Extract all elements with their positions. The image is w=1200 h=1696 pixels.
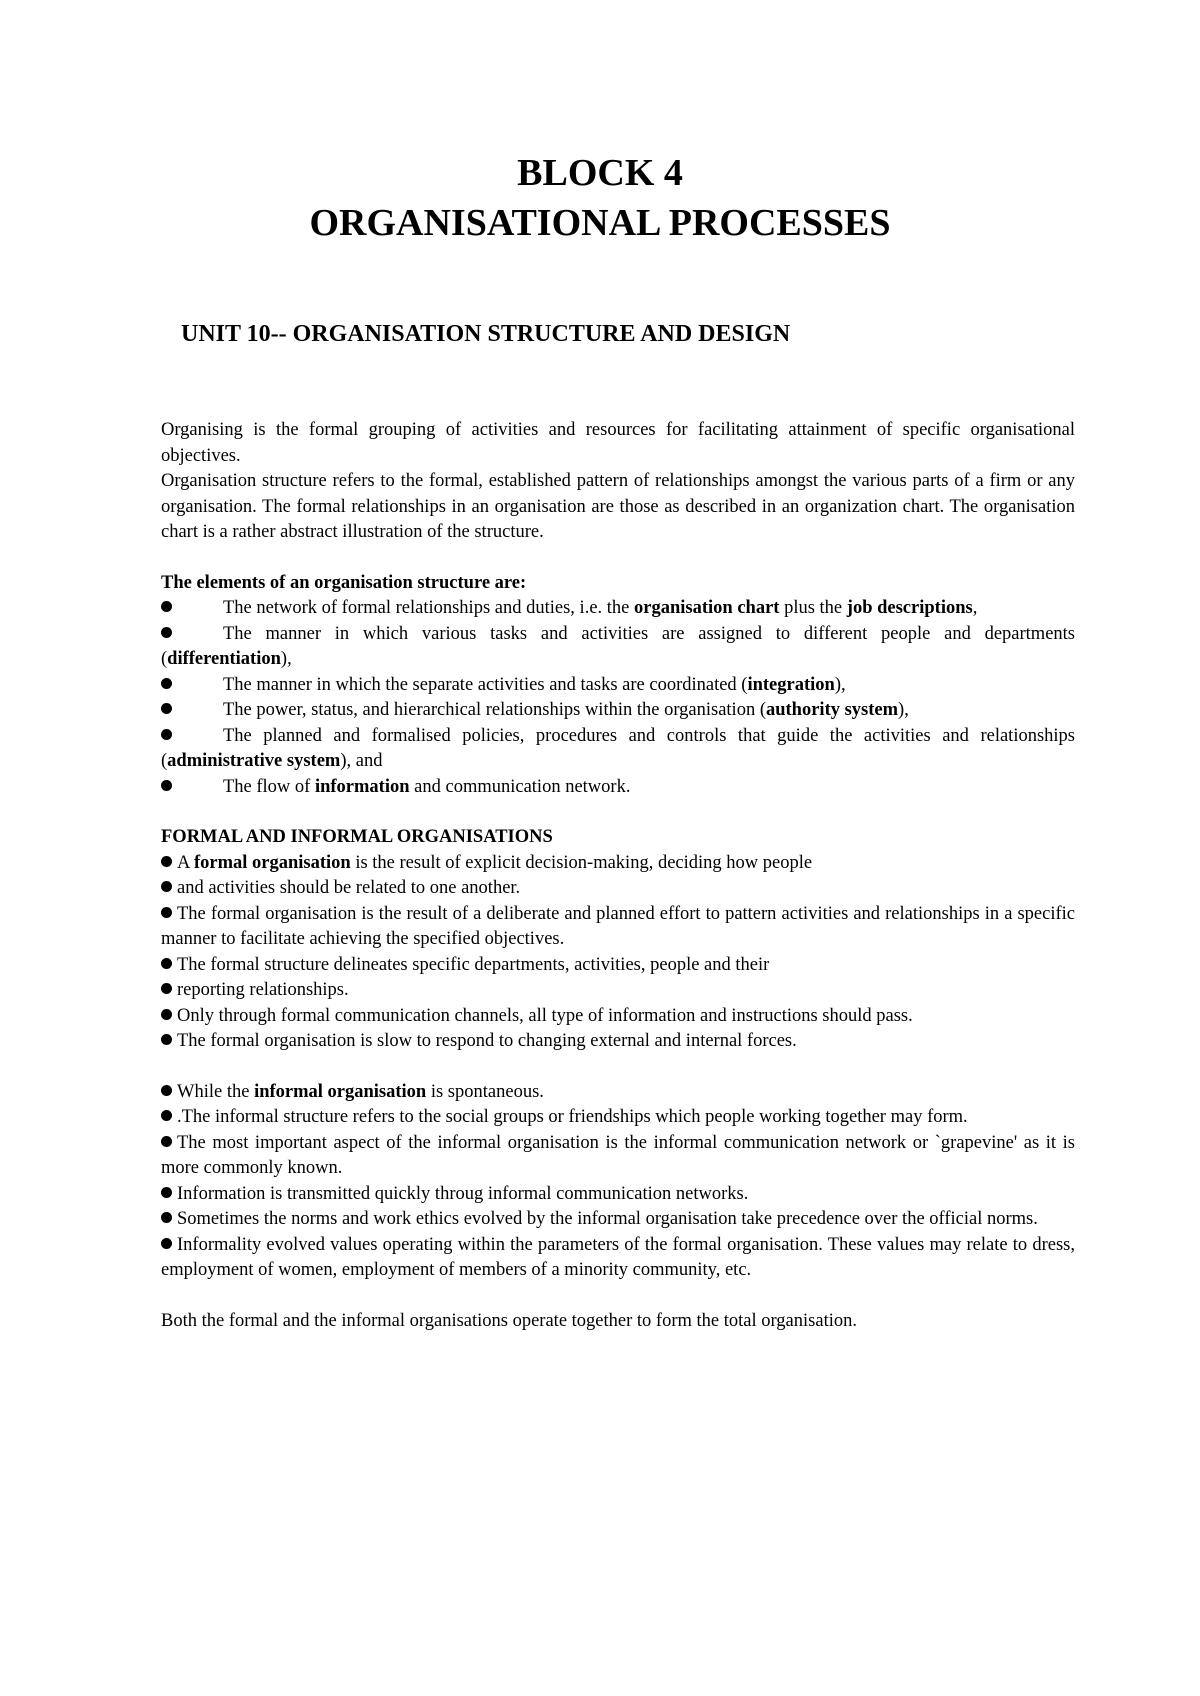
- formal-informal-heading: FORMAL AND INFORMAL ORGANISATIONS: [161, 827, 553, 847]
- formal-list-item: The formal structure delineates specific departments, activities, people and their: [161, 953, 1075, 979]
- unit-heading: UNIT 10-- ORGANISATION STRUCTURE AND DESIGN: [181, 321, 791, 347]
- informal-list-item: Sometimes the norms and work ethics evolved by the informal organisation take precedence over the official norms.: [161, 1207, 1075, 1233]
- bullet-icon: [161, 627, 172, 638]
- bullet-icon: [161, 601, 172, 612]
- bullet-icon: [161, 1212, 172, 1223]
- bullet-icon: [161, 1085, 172, 1096]
- intro-paragraph-1: Organising is the formal grouping of activities and resources for facilitating attainment of specific organisational objectives.: [161, 420, 1075, 466]
- elements-list-item: The planned and formalised policies, procedures and controls that guide the activities and relationships (administrative system), and: [161, 725, 1075, 771]
- bullet-icon: [161, 780, 172, 791]
- bullet-icon: [161, 856, 172, 867]
- intro-paragraph-2: Organisation structure refers to the formal, established pattern of relationships amongst the various parts of a firm or any organisation. The formal relationships in an organisation are those as described in an organization chart. The organisation chart is a rather abstract illustration of the structure.: [161, 471, 1075, 542]
- elements-list-item: The manner in which the separate activities and tasks are coordinated (integration),: [161, 673, 1075, 699]
- bullet-icon: [161, 907, 172, 918]
- bullet-icon: [161, 1187, 172, 1198]
- conclusion-paragraph: Both the formal and the informal organisations operate together to form the total organisation.: [161, 1310, 857, 1331]
- block-name: ORGANISATIONAL PROCESSES: [309, 202, 891, 244]
- informal-list-item: Information is transmitted quickly throug informal communication networks.: [161, 1182, 1075, 1208]
- bullet-icon: [161, 1110, 172, 1121]
- elements-list-item: The network of formal relationships and duties, i.e. the organisation chart plus the job descriptions,: [161, 596, 1075, 622]
- formal-list-item: reporting relationships.: [161, 978, 1075, 1004]
- bullet-icon: [161, 1136, 172, 1147]
- informal-list-item: .The informal structure refers to the social groups or friendships which people working together may form.: [161, 1105, 1075, 1131]
- bullet-icon: [161, 703, 172, 714]
- bullet-icon: [161, 1034, 172, 1045]
- bullet-icon: [161, 881, 172, 892]
- bullet-icon: [161, 1009, 172, 1020]
- formal-list-item: A formal organisation is the result of explicit decision-making, deciding how people: [161, 851, 1075, 877]
- bullet-icon: [161, 983, 172, 994]
- bullet-icon: [161, 958, 172, 969]
- block-title: [0, 148, 1200, 248]
- elements-list-item: The manner in which various tasks and activities are assigned to different people and departments (differentiation),: [161, 623, 1075, 669]
- formal-list-item: Only through formal communication channels, all type of information and instructions should pass.: [161, 1004, 1075, 1030]
- formal-list-item: The formal organisation is slow to respond to changing external and internal forces.: [161, 1029, 1075, 1055]
- formal-list-item: and activities should be related to one another.: [161, 876, 1075, 902]
- elements-list-item: The power, status, and hierarchical relationships within the organisation (authority system),: [161, 698, 1075, 724]
- elements-heading: The elements of an organisation structure are:: [161, 572, 527, 593]
- informal-list-item: The most important aspect of the informal organisation is the informal communication network or `grapevine' as it is more commonly known.: [161, 1132, 1075, 1178]
- bullet-icon: [161, 678, 172, 689]
- bullet-icon: [161, 1238, 172, 1249]
- document-body: [161, 418, 1075, 1334]
- elements-list-item: The flow of information and communication network.: [161, 775, 1075, 801]
- block-number: BLOCK 4: [517, 152, 683, 194]
- informal-list-item: Informality evolved values operating within the parameters of the formal organisation. These values may relate to dress, employment of women, employment of members of a minority community, etc.: [161, 1234, 1075, 1280]
- bullet-icon: [161, 729, 172, 740]
- informal-list-item: While the informal organisation is spontaneous.: [161, 1080, 1075, 1106]
- formal-list-item: The formal organisation is the result of a deliberate and planned effort to pattern activities and relationships in a specific manner to facilitate achieving the specified objectives.: [161, 903, 1075, 949]
